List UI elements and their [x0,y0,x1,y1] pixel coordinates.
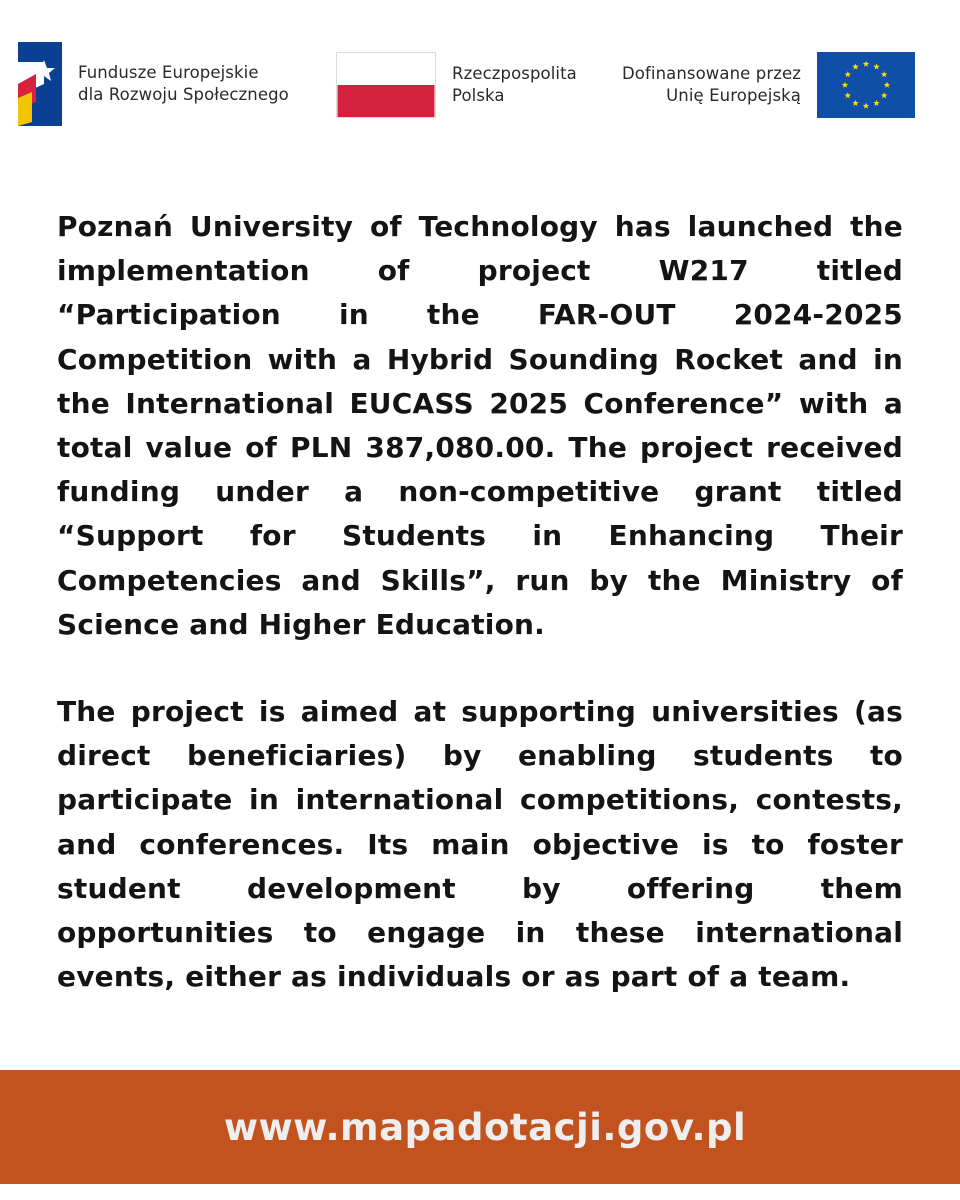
eu-cofunding-text [622,63,801,107]
european-funds-logo-icon [14,40,66,128]
project-objective-paragraph: The project is aimed at supporting universities (as direct beneficiaries) by enabling students to participate in international competitions, contests, and conferences. Its main objective is to foster student development by offering them opportunities to engage in these international events, either as individuals or as part of a team. [57,695,903,994]
eu-cofunding-line1: Dofinansowane przez [622,64,802,83]
footer-url-link[interactable]: www.mapadotacji.gov.pl [223,1105,747,1149]
project-description-paragraph: Poznań University of Technology has launched the implementation of project W217 titled “Participation in the FAR-OUT 2024-2025 Competition with a Hybrid Sounding Rocket and in the International EUCASS 2025 Conference” with a total value of PLN 387,080.00. The project received funding under a non-competitive grant titled “Support for Students in Enhancing Their Competencies and Skills”, run by the Ministry of Science and Higher Education. [57,210,903,641]
eu-cofunding-line2: Unię Europejską [666,86,802,105]
european-funds-text [78,62,289,106]
poland-text [452,63,577,107]
poland-flag-icon [336,52,436,118]
logo-bar [0,36,960,136]
poland-line1: Rzeczpospolita [452,64,577,83]
eu-cofunding-logo [622,52,915,118]
footer-banner [0,1070,960,1184]
european-funds-line2: dla Rozwoju Społecznego [78,85,289,104]
european-funds-logo [14,40,289,128]
poland-logo [336,52,577,118]
eu-flag-icon [817,52,915,118]
main-content [57,205,903,1042]
poland-line2: Polska [452,86,505,105]
european-funds-line1: Fundusze Europejskie [78,63,259,82]
